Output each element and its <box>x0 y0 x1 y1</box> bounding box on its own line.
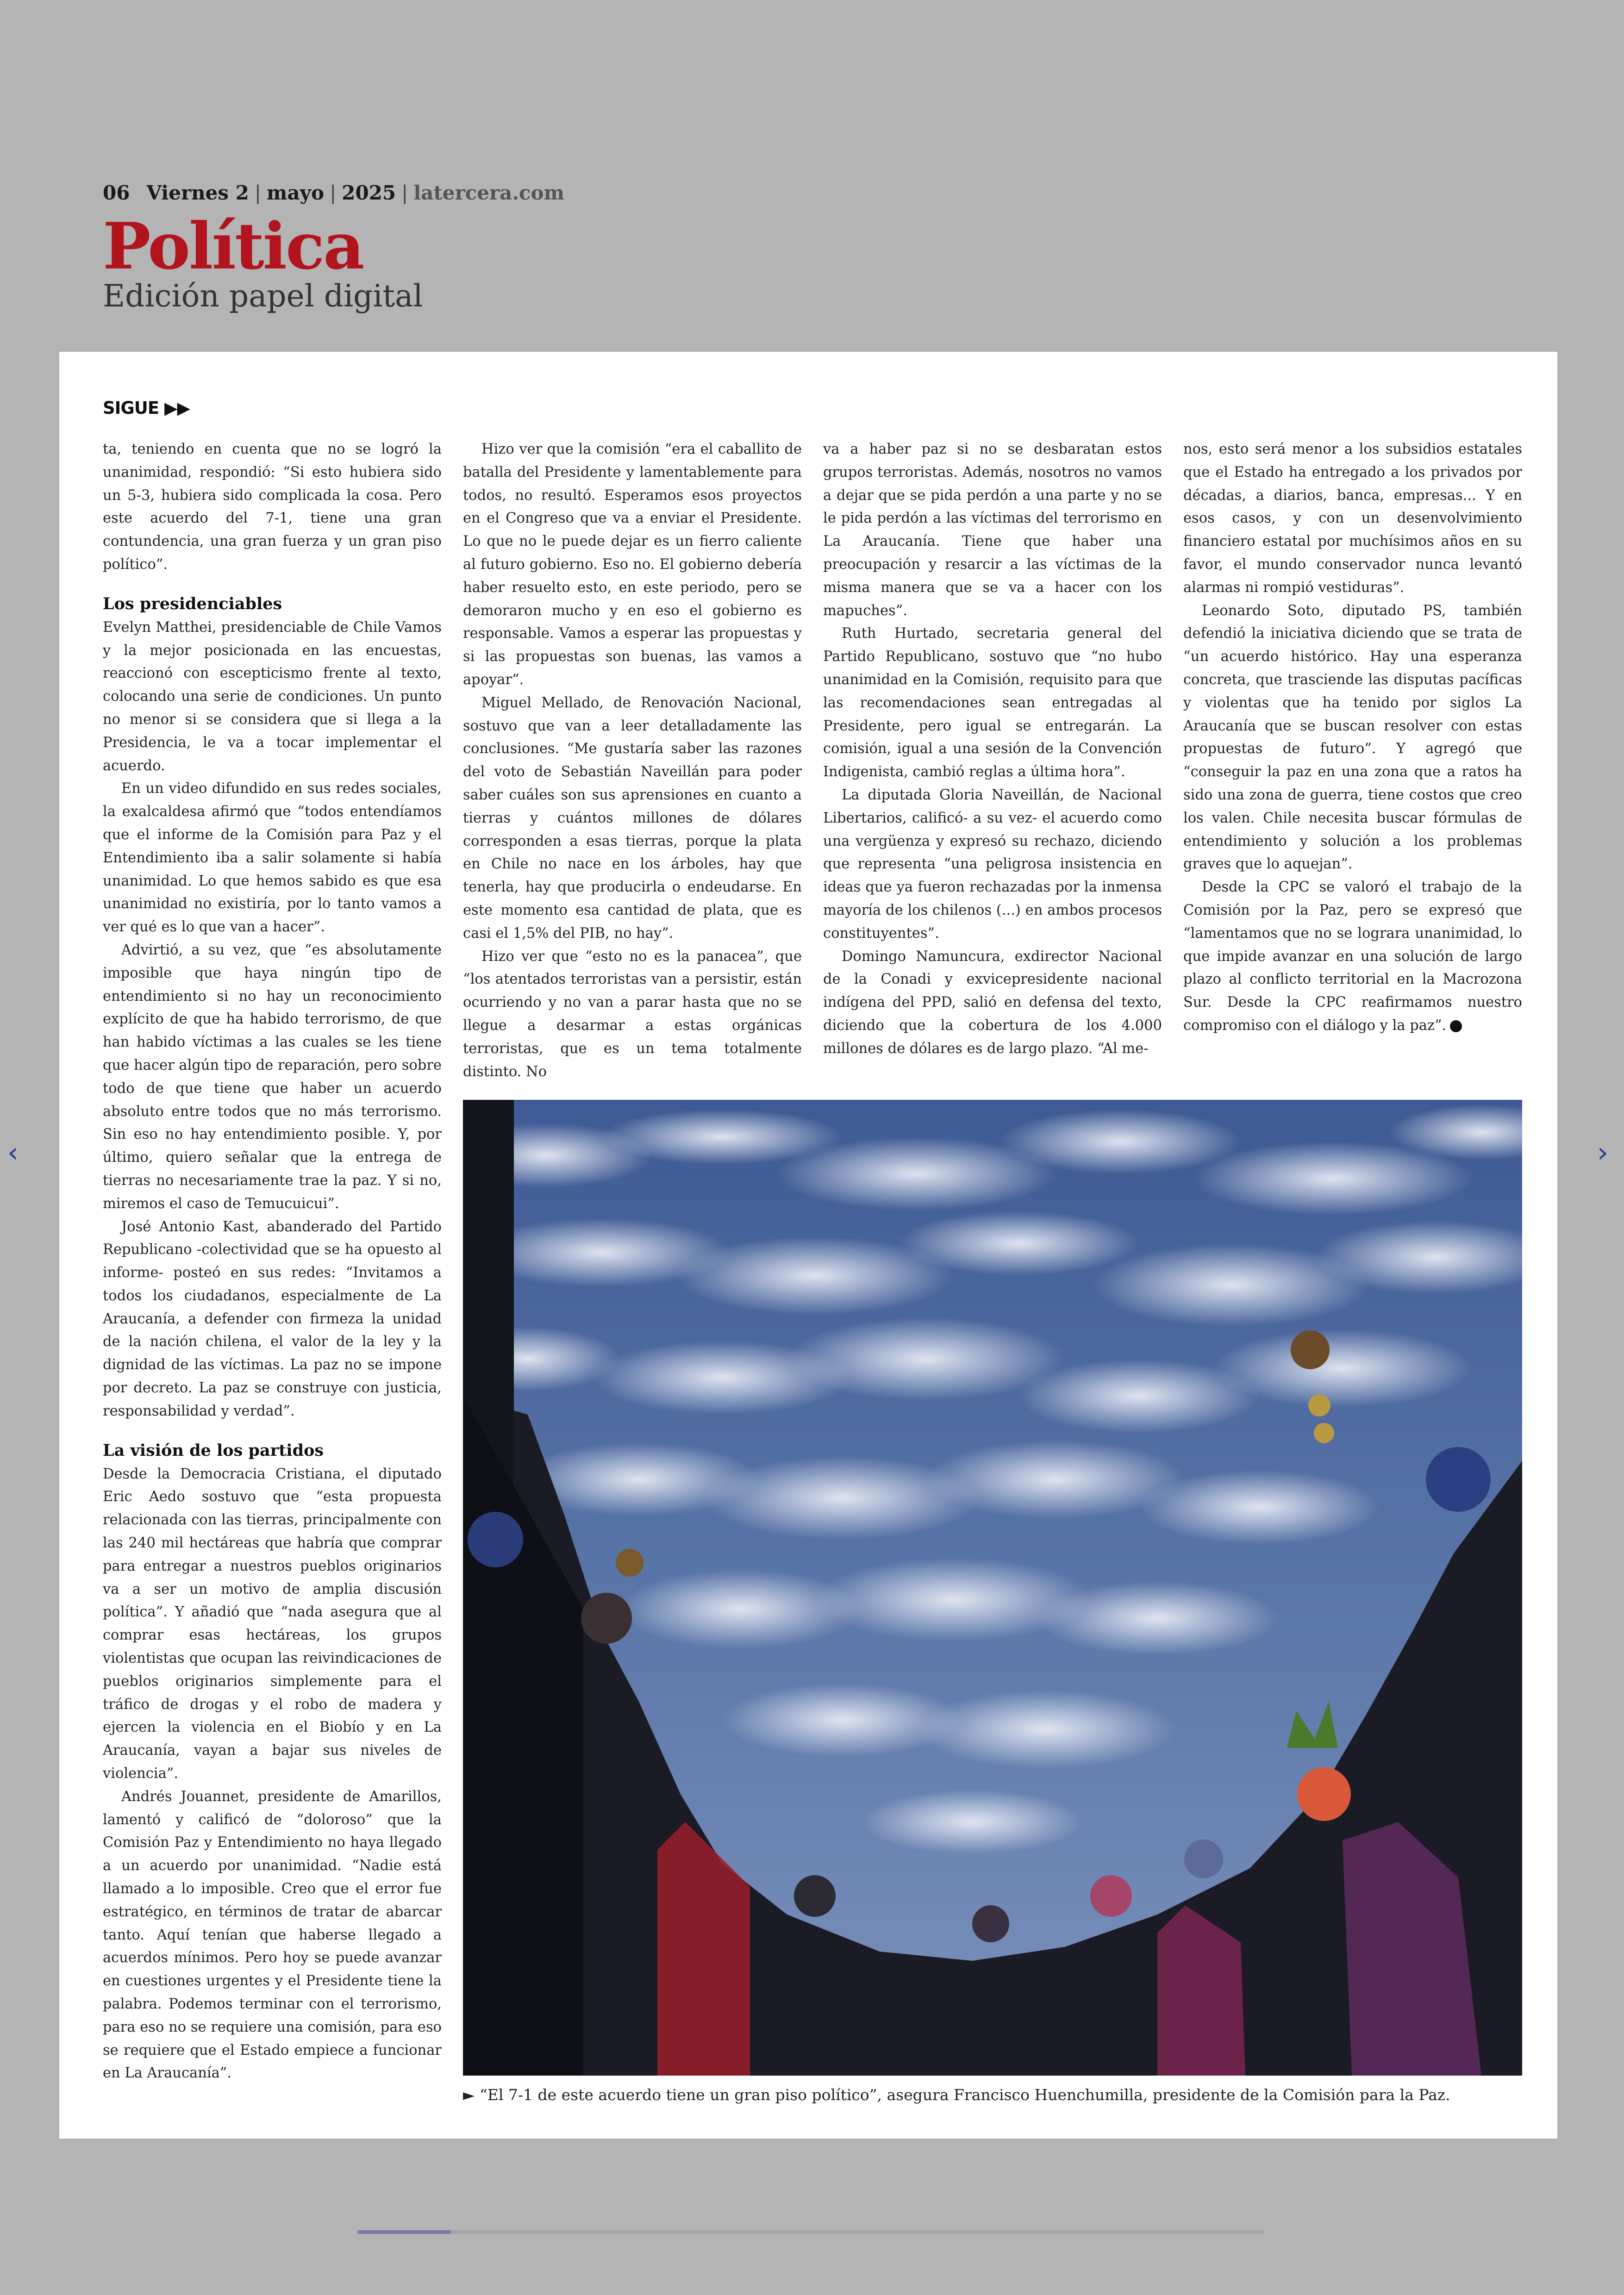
chevron-right-icon[interactable]: › <box>1597 1136 1608 1169</box>
paragraph: Miguel Mellado, de Renovación Nacional, sostuvo que van a leer detalladamente las conclusiones. “Me gustaría saber las razones del voto de Sebastián Naveillán para poder saber cuáles son sus aprensiones en cuanto a tierras y cuántos millones de dólares corresponden a esas tierras, porque la plata en Chile no nace en los árboles, hay que tenerla, hay que producirla o endeudarse. En este momento esa cantidad de plata, que es casi el 1,5% del PIB, no hay”. <box>463 694 802 942</box>
newspaper-page <box>59 352 1557 2139</box>
end-mark-icon <box>1450 1020 1462 1032</box>
ceremony-photo-illustration <box>463 1100 1522 2076</box>
separator: | <box>254 181 262 204</box>
reading-progress-fill <box>357 2230 451 2234</box>
date-month: mayo <box>267 181 325 204</box>
paragraph: La diputada Gloria Naveillán, de Nacional Libertarios, calificó- a su vez- el acuerdo como una vergüenza y expresó su rechazo, diciendo que representa “una peligrosa insistencia en ideas que ya fueron rechazadas por la inmensa mayoría de los chilenos (...) en ambos procesos constituyentes”. <box>823 786 1162 942</box>
paragraph: Ruth Hurtado, secretaria general del Partido Republicano, sostuvo que “no hubo unanimidad en la Comisión, requisito para que las recomendaciones sean entregadas al Presidente, pero igual se entregarán. La comisión, igual a una sesión de la Convención Indigenista, cambió reglas a última hora”. <box>823 625 1162 780</box>
paragraph: ta, teniendo en cuenta que no se logró la unanimidad, respondió: “Si esto hubiera sido un 5-3, hubiera sido complicada la cosa. Pero este acuerdo del 7-1, tiene una gran contundencia, una gran fuerza y un gran piso político”. <box>103 441 442 573</box>
dateline <box>103 181 564 204</box>
article-column-1 <box>103 438 442 2085</box>
page-number: 06 <box>103 181 130 204</box>
separator: | <box>401 181 408 204</box>
paragraph-text: Desde la CPC se valoró el trabajo de la Comisión por la Paz, pero se expresó que “lamentamos que no se lograra unanimidad, lo que impide avanzar en una solución de largo plazo al conflicto territorial en la Macrozona Sur. Desde la CPC reafirmamos nuestro compromiso con el diálogo y la paz”. <box>1183 879 1522 1034</box>
reading-progress-bar[interactable] <box>357 2230 1265 2234</box>
date-day: Viernes 2 <box>146 181 249 204</box>
photo-caption: ► “El 7-1 de este acuerdo tiene un gran piso político”, asegura Francisco Huenchumilla, presidente de la Comisión para la Paz. <box>463 2086 1450 2104</box>
paragraph: Evelyn Matthei, presidenciable de Chile Vamos y la mejor posicionada en las encuestas, reaccionó con escepticismo frente al texto, colocando una serie de condiciones. Un punto no menor si se considera que si llega a la Presidencia, le va a tocar implementar el acuerdo. <box>103 619 442 774</box>
article-column-2 <box>463 438 802 1083</box>
paragraph: Advirtió, a su vez, que “es absolutamente imposible que haya ningún tipo de entendimiento si no hay un reconocimiento explícito de que ha habido terrorismo, de que han habido víctimas a las cuales se les tiene que hacer algún tipo de reparación, pero sobre todo de que tiene que haber un acuerdo absoluto entre todos que no más terrorismo. Sin eso no hay entendimiento posible. Y, por último, quiero señalar que la entrega de tierras no necesariamente trae la paz. Y si no, miremos el caso de Temucuicui”. <box>103 942 442 1212</box>
chevron-left-icon[interactable]: ‹ <box>7 1136 19 1169</box>
paragraph: Domingo Namuncura, exdirector Nacional de la Conadi y exvicepresidente nacional indígena del PPD, salió en defensa del texto, diciendo que la cobertura de los 4.000 millones de dólares es de largo plazo. “Al me- <box>823 948 1162 1057</box>
subheading-presidenciables: Los presidenciables <box>103 594 282 613</box>
paragraph: Desde la Democracia Cristiana, el diputado Eric Aedo sostuvo que “esta propuesta relacionada con las tierras, principalmente con las 240 mil hectáreas que habría que comprar para entregar a nuestros pueblos originarios va a ser un motivo de amplia discusión política”. Y añadió que “nada asegura que al comprar esas hectáreas, los grupos violentistas que ocupan las reivindicaciones de pueblos originarios simplemente para el tráfico de drogas y el robo de madera y ejercen la violencia en el Biobío y en La Araucanía, vayan a bajar sus niveles de violencia”. <box>103 1466 442 1782</box>
site-name: latercera.com <box>413 181 565 204</box>
continues-label: SIGUE ▶▶ <box>103 398 190 418</box>
paragraph: José Antonio Kast, abanderado del Partido Republicano -colectividad que se ha opuesto al informe- posteó en sus redes: “Invitamos a todos los ciudadanos, especialmente de La Araucanía, a defender con firmeza la unidad de la nación chilena, el valor de la ley y la dignidad de las víctimas. La paz no se impone por decreto. La paz se construye con justicia, responsabilidad y verdad”. <box>103 1218 442 1419</box>
paragraph: Andrés Jouannet, presidente de Amarillos, lamentó y calificó de “doloroso” que la Comisión Paz y Entendimiento no haya llegado a un acuerdo por unanimidad. “Nadie está llamado a lo imposible. Creo que el error fue estratégico, en términos de tratar de abarcar tanto. Aquí tenían que haberse llegado a acuerdos mínimos. Pero hoy se puede avanzar en cuestiones urgentes y el Presidente tiene la palabra. Podemos terminar con el terrorismo, para eso no se requiere una comisión, para eso se requiere que el Estado empiece a funcionar en La Araucanía”. <box>103 1788 442 2082</box>
paragraph <box>1183 876 1522 1037</box>
section-title: Política <box>103 208 363 284</box>
paragraph: En un video difundido en sus redes sociales, la exalcaldesa afirmó que “todos entendíamos que el informe de la Comisión para Paz y el Entendimiento iba a salir solamente si había unanimidad. Lo que hemos sabido es que esa unanimidad no existiría, por lo tanto vamos a ver qué es lo que van a hacer”. <box>103 780 442 935</box>
paragraph: nos, esto será menor a los subsidios estatales que el Estado ha entregado a los privados por décadas, a diarios, banca, empresas... Y en esos casos, y con un desenvolvimiento financiero estatal por muchísimos años en su favor, el mundo conservador nunca levantó alarmas ni rompió vestiduras”. <box>1183 441 1522 596</box>
paragraph: Hizo ver que la comisión “era el caballito de batalla del Presidente y lamentablemente para todos, no resultó. Esperamos esos proyectos en el Congreso que va a enviar el Presidente. Lo que no le puede dejar es un fierro caliente al futuro gobierno. Eso no. El gobierno debería haber resuelto esto, en este periodo, pero se demoraron mucho y en eso el gobierno es responsable. Vamos a esperar las propuestas y si las propuestas son buenas, las vamos a apoyar”. <box>463 441 802 688</box>
article-photo <box>463 1100 1522 2076</box>
paragraph: va a haber paz si no se desbaratan estos grupos terroristas. Además, nosotros no vamos a dejar que se pida perdón a una parte y no se le pida perdón a las víctimas del terrorismo en La Araucanía. Tiene que haber una preocupación y resarcir a las víctimas de la misma manera que se va a hacer con los mapuches”. <box>823 441 1162 619</box>
subheading-partidos: La visión de los partidos <box>103 1441 324 1460</box>
edition-label: Edición papel digital <box>103 278 423 314</box>
separator: | <box>330 181 337 204</box>
article-column-3 <box>823 438 1162 1060</box>
page-header <box>103 181 564 312</box>
date-year: 2025 <box>342 181 396 204</box>
paragraph: Hizo ver que “esto no es la panacea”, que “los atentados terroristas van a persistir, están ocurriendo y no van a parar hasta que no se llegue a desarmar a estas orgánicas terroristas, que es un tema totalmente distinto. No <box>463 948 802 1080</box>
paragraph: Leonardo Soto, diputado PS, también defendió la iniciativa diciendo que se trata de “un acuerdo histórico. Hay una esperanza concreta, que trasciende las disputas pacíficas y violentas que ha tenido por siglos La Araucanía que se buscan resolver con estas propuestas de futuro”. Y agregó que “conseguir la paz en una zona que a ratos ha sido una zona de guerra, tiene costos que creo los valen. Chile necesita buscar fórmulas de entendimiento y solución a los problemas graves que lo aquejan”. <box>1183 602 1522 873</box>
article-column-4 <box>1183 438 1522 1037</box>
